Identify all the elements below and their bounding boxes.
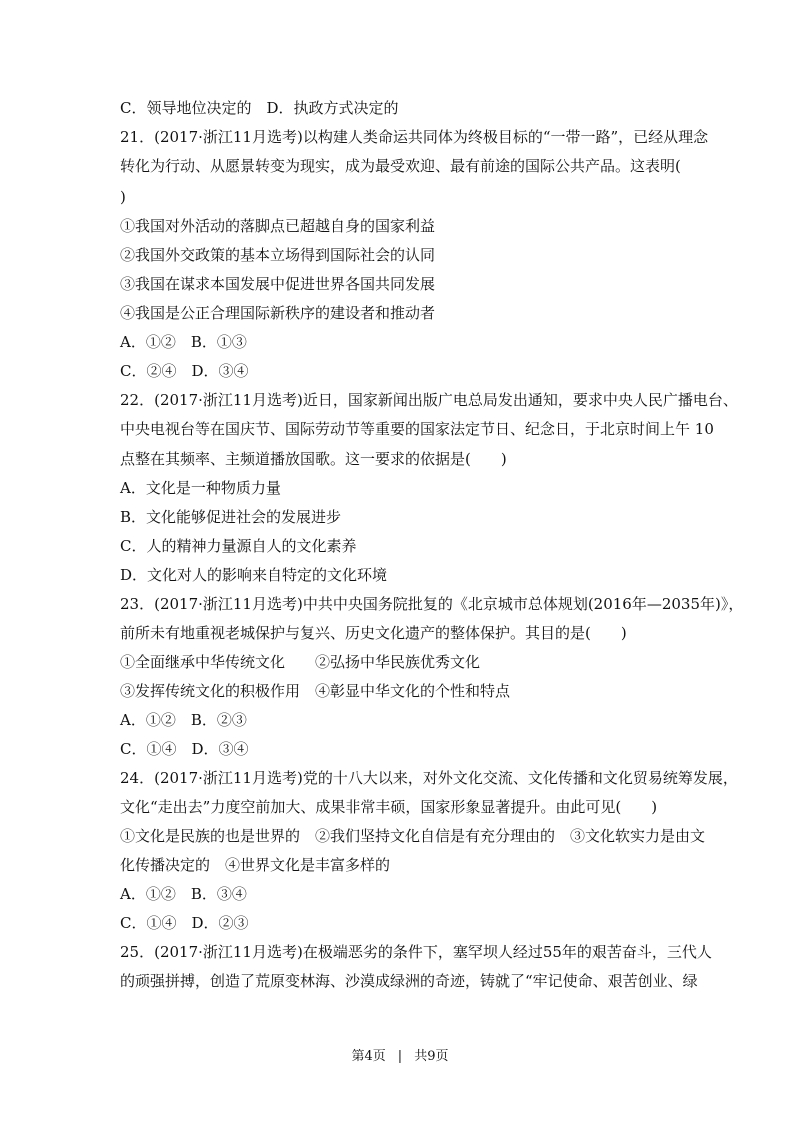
text-line: ①我国对外活动的落脚点已超越自身的国家利益 (120, 217, 436, 235)
page-footer (0, 1048, 800, 1066)
text-line: 中央电视台等在国庆节、国际劳动节等重要的国家法定节日、纪念日，于北京时间上午 10 (120, 420, 714, 438)
text-line: ③发挥传统文化的积极作用 ④彰显中华文化的个性和特点 (120, 682, 511, 700)
text-line: 前所未有地重视老城保护与复兴、历史文化遗产的整体保护。其目的是( ) (120, 624, 627, 642)
page-total: 共9页 (414, 1049, 449, 1064)
text-line: ) (120, 188, 126, 206)
text-line: C．②④ D．③④ (120, 362, 249, 380)
text-line: A．①② B．①③ (120, 333, 247, 351)
footer-separator: | (397, 1049, 403, 1064)
text-line: ③我国在谋求本国发展中促进世界各国共同发展 (120, 275, 436, 293)
text-line: ①全面继承中华传统文化 ②弘扬中华民族优秀文化 (120, 653, 481, 671)
text-line: A．①② B．③④ (120, 885, 247, 903)
text-line: 22．(2017·浙江11月选考)近日，国家新闻出版广电总局发出通知，要求中央人民广播电台、 (120, 391, 738, 409)
page-number: 第4页 (351, 1049, 386, 1064)
text-line: 25．(2017·浙江11月选考)在极端恶劣的条件下，塞罕坝人经过55年的艰苦奋斗，三代人 (120, 943, 712, 961)
text-line: 化传播决定的 ④世界文化是丰富多样的 (120, 856, 391, 874)
text-line: A．文化是一种物质力量 (120, 479, 281, 497)
text-line: 23．(2017·浙江11月选考)中共中央国务院批复的《北京城市总体规划(2016年—2035年)》， (120, 595, 744, 613)
text-line: ①文化是民族的也是世界的 ②我们坚持文化自信是有充分理由的 ③文化软实力是由文 (120, 827, 706, 845)
text-line: ②我国外交政策的基本立场得到国际社会的认同 (120, 246, 436, 264)
text-line: C．①④ D．③④ (120, 740, 249, 758)
text-line: 24．(2017·浙江11月选考)党的十八大以来，对外文化交流、文化传播和文化贸易统筹发展， (120, 769, 738, 787)
text-line: ④我国是公正合理国际新秩序的建设者和推动者 (120, 304, 436, 322)
text-line: 的顽强拼搏，创造了荒原变林海、沙漠成绿洲的奇迹，铸就了“牢记使命、艰苦创业、绿 (120, 972, 698, 990)
text-line: 转化为行动、从愿景转变为现实，成为最受欢迎、最有前途的国际公共产品。这表明( (120, 157, 681, 175)
text-line: B．文化能够促进社会的发展进步 (120, 508, 342, 526)
text-line: 点整在其频率、主频道播放国歌。这一要求的依据是( ) (120, 450, 507, 468)
text-line: C．领导地位决定的 D．执政方式决定的 (120, 99, 399, 117)
text-line: A．①② B．②③ (120, 711, 247, 729)
text-line: C．①④ D．②③ (120, 914, 249, 932)
text-line: 文化“走出去”力度空前加大、成果非常丰硕，国家形象显著提升。由此可见( ) (120, 798, 658, 816)
text-line: 21．(2017·浙江11月选考)以构建人类命运共同体为终极目标的“一带一路”，已经从理念 (120, 128, 709, 146)
text-line: C．人的精神力量源自人的文化素养 (120, 537, 357, 555)
text-line: D．文化对人的影响来自特定的文化环境 (120, 566, 388, 584)
